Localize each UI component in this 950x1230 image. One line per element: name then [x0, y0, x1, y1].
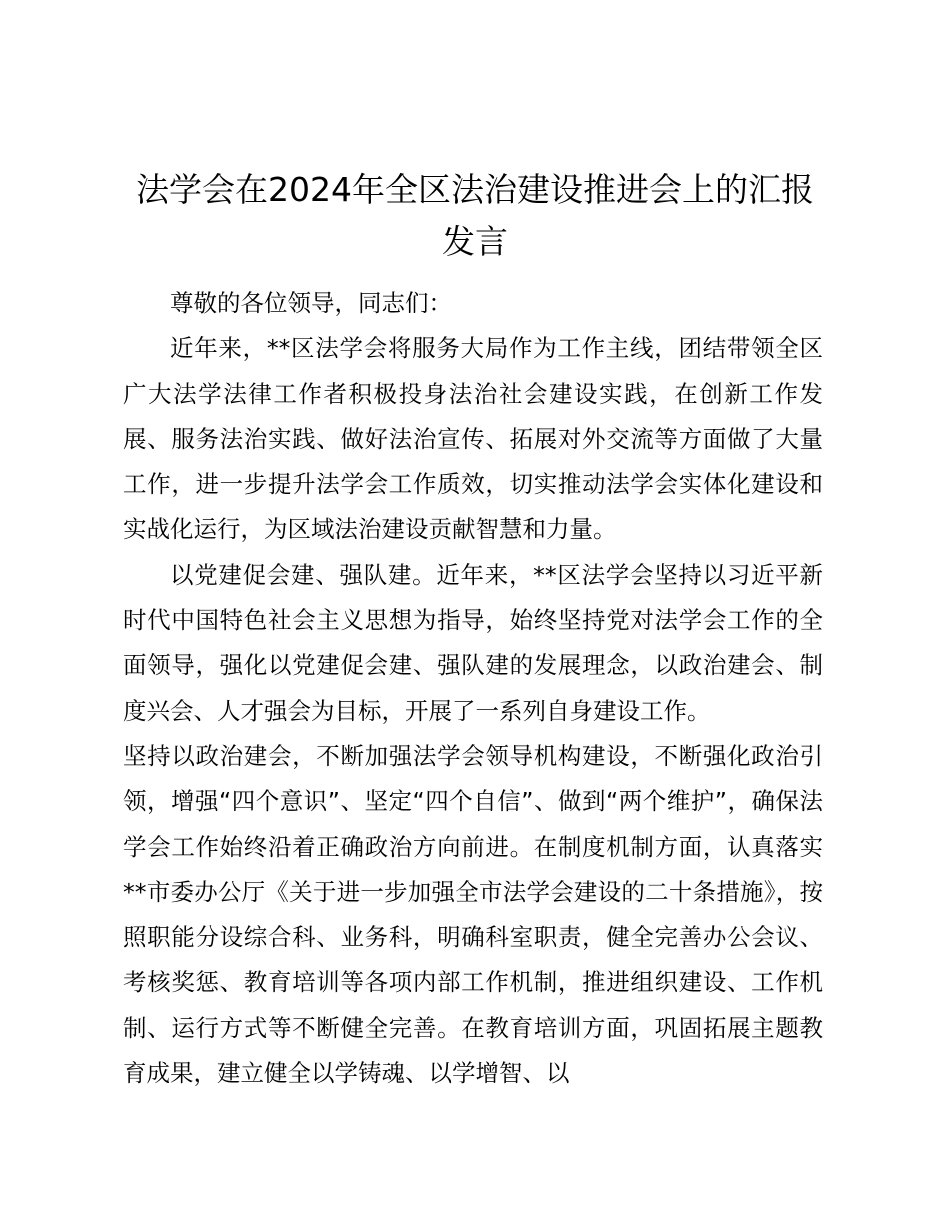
paragraph-1: 近年来，**区法学会将服务大局作为工作主线，团结带领全区广大法学法律工作者积极投身法治社会建设实践，在创新工作发展、服务法治实践、做好法治宣传、拓展对外交流等方面做了大量工作，进一步提升法学会工作质效，切实推动法学会实体化建设和实战化运行，为区域法治建设贡献智慧和力量。	[123, 334, 823, 544]
paragraph-2: 以党建促会建、强队建。近年来，**区法学会坚持以习近平新时代中国特色社会主义思想为指导，始终坚持党对法学会工作的全面领导，强化以党建促会建、强队建的发展理念，以政治建会、制度兴会、人才强会为目标，开展了一系列自身建设工作。	[123, 560, 823, 725]
paragraph-3: 坚持以政治建会，不断加强法学会领导机构建设，不断强化政治引领，增强“四个意识”、坚定“四个自信”、做到“两个维护”，确保法学会工作始终沿着正确政治方向前进。在制度机制方面，认真落实**市委办公厅《关于进一步加强全市法学会建设的二十条措施》，按照职能分设综合科、业务科，明确科室职责，健全完善办公会议、考核奖惩、教育培训等各项内部工作机制，推进组织建设、工作机制、运行方式等不断健全完善。在教育培训方面，巩固拓展主题教育成果，建立健全以学铸魂、以学增智、以	[123, 741, 823, 1088]
document-title: 法学会在2024年全区法治建设推进会上的汇报发言	[136, 170, 814, 261]
document-body	[123, 281, 823, 1096]
salutation: 尊敬的各位领导，同志们：	[170, 289, 452, 317]
